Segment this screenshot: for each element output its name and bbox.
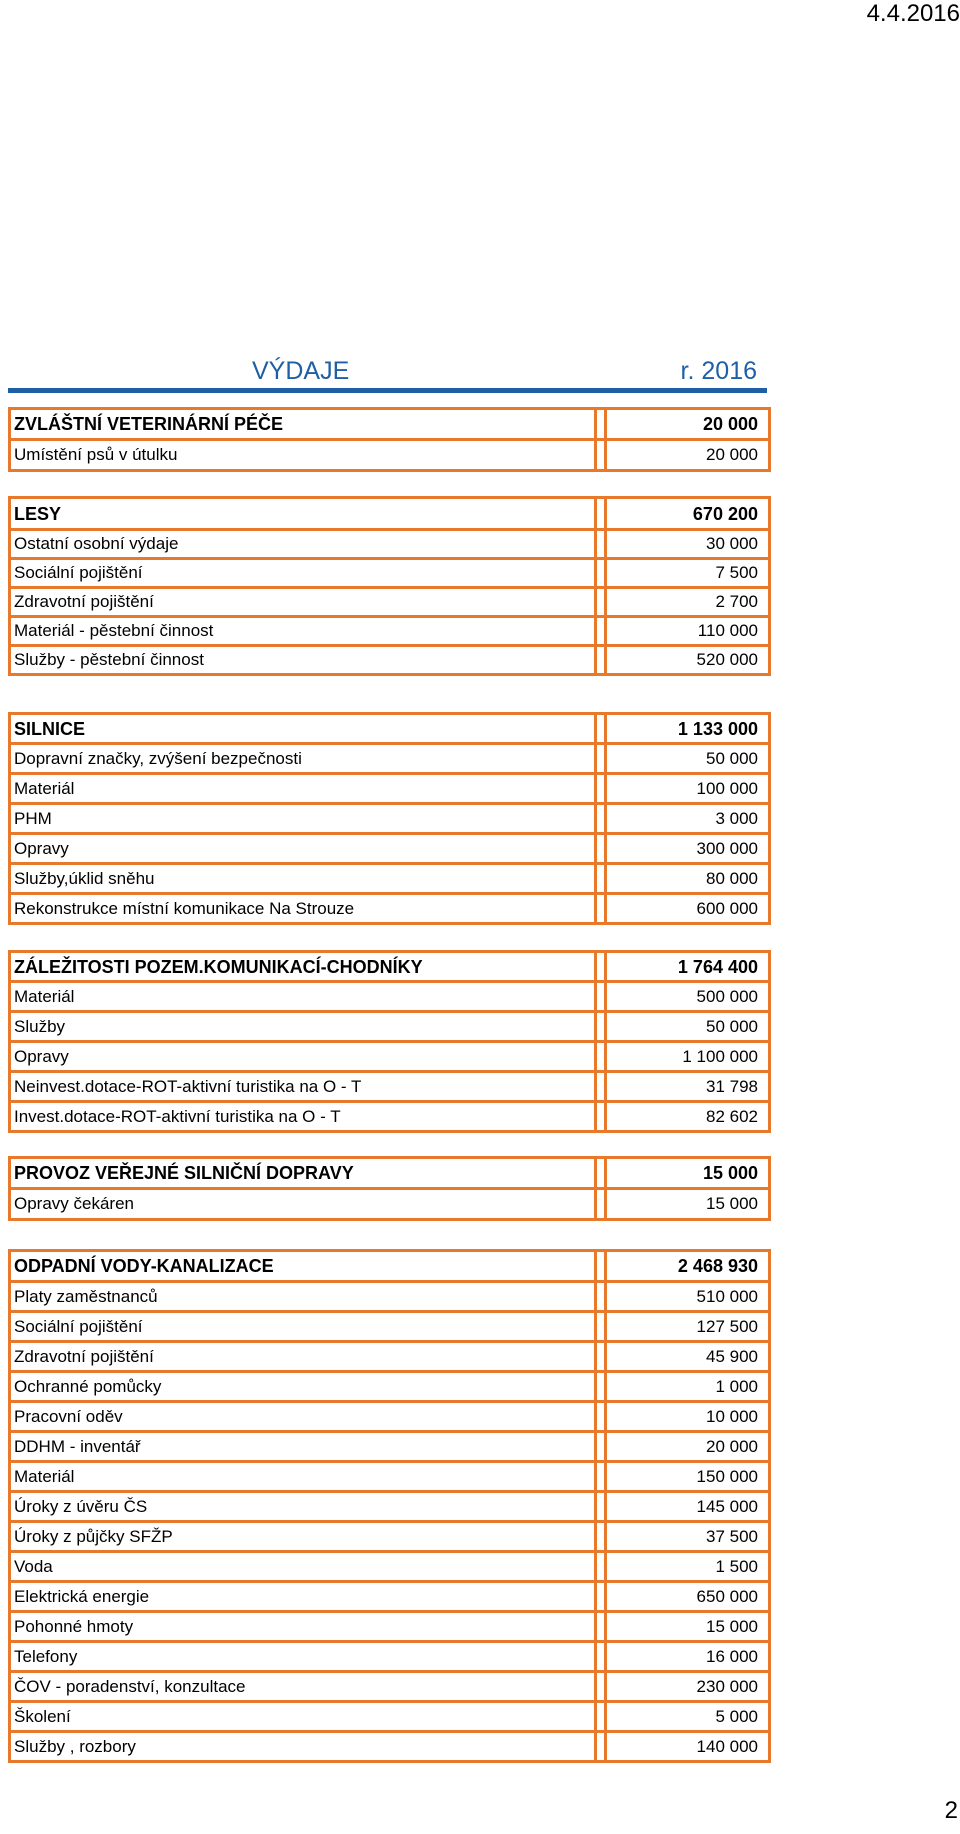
item-label: Služby (10, 1012, 596, 1042)
table-row (10, 1402, 770, 1432)
table-row (10, 834, 770, 864)
item-label: Úroky z půjčky SFŽP (10, 1522, 596, 1552)
section-header-row (10, 1158, 770, 1189)
section-name: PROVOZ VEŘEJNÉ SILNIČNÍ DOPRAVY (10, 1158, 596, 1189)
item-label: Elektrická energie (10, 1582, 596, 1612)
page-heading (8, 354, 767, 393)
section-total: 1 764 400 (606, 952, 770, 982)
section-name: LESY (10, 498, 596, 530)
section-header-row (10, 498, 770, 530)
item-label: Invest.dotace-ROT-aktivní turistika na O - T (10, 1102, 596, 1132)
item-label: PHM (10, 804, 596, 834)
item-label: ČOV - poradenství, konzultace (10, 1672, 596, 1702)
item-label: Materiál (10, 982, 596, 1012)
table-row (10, 588, 770, 617)
item-label: Materiál - pěstební činnost (10, 617, 596, 646)
table-row (10, 440, 770, 471)
item-value: 20 000 (606, 440, 770, 471)
item-value: 10 000 (606, 1402, 770, 1432)
table-row (10, 774, 770, 804)
table-row (10, 1012, 770, 1042)
item-value: 3 000 (606, 804, 770, 834)
item-value: 80 000 (606, 864, 770, 894)
table-row (10, 1732, 770, 1762)
item-label: Opravy čekáren (10, 1189, 596, 1220)
item-value: 31 798 (606, 1072, 770, 1102)
section-header-row (10, 1251, 770, 1282)
section-forests (8, 496, 768, 676)
section-name: ZVLÁŠTNÍ VETERINÁRNÍ PÉČE (10, 409, 596, 440)
table-row (10, 1042, 770, 1072)
item-value: 127 500 (606, 1312, 770, 1342)
item-label: Rekonstrukce místní komunikace Na Strouze (10, 894, 596, 924)
table-row (10, 1189, 770, 1220)
item-label: Umístění psů v útulku (10, 440, 596, 471)
item-value: 300 000 (606, 834, 770, 864)
item-value: 100 000 (606, 774, 770, 804)
table-row (10, 617, 770, 646)
table-row (10, 1612, 770, 1642)
item-label: Neinvest.dotace-ROT-aktivní turistika na O - T (10, 1072, 596, 1102)
item-value: 230 000 (606, 1672, 770, 1702)
document-date: 4.4.2016 (866, 0, 960, 27)
item-label: Zdravotní pojištění (10, 588, 596, 617)
table-row (10, 1372, 770, 1402)
item-value: 1 000 (606, 1372, 770, 1402)
item-value: 1 100 000 (606, 1042, 770, 1072)
item-value: 45 900 (606, 1342, 770, 1372)
table-row (10, 1342, 770, 1372)
table-row (10, 1522, 770, 1552)
heading-title: VÝDAJE (252, 357, 350, 385)
item-label: Voda (10, 1552, 596, 1582)
section-public-transport (8, 1156, 768, 1221)
table-row (10, 1672, 770, 1702)
item-value: 37 500 (606, 1522, 770, 1552)
item-label: DDHM - inventář (10, 1432, 596, 1462)
item-value: 2 700 (606, 588, 770, 617)
section-header-row (10, 409, 770, 440)
table-row (10, 1462, 770, 1492)
table-row (10, 1582, 770, 1612)
table-row (10, 1072, 770, 1102)
section-name: ODPADNÍ VODY-KANALIZACE (10, 1251, 596, 1282)
item-label: Zdravotní pojištění (10, 1342, 596, 1372)
section-total: 15 000 (606, 1158, 770, 1189)
item-label: Sociální pojištění (10, 559, 596, 588)
item-value: 30 000 (606, 530, 770, 559)
item-value: 510 000 (606, 1282, 770, 1312)
table-row (10, 1282, 770, 1312)
section-sewerage (8, 1249, 768, 1763)
item-value: 15 000 (606, 1189, 770, 1220)
item-label: Úroky z úvěru ČS (10, 1492, 596, 1522)
section-veterinary-care (8, 407, 768, 472)
item-value: 150 000 (606, 1462, 770, 1492)
section-total: 20 000 (606, 409, 770, 440)
table-row (10, 1552, 770, 1582)
item-value: 50 000 (606, 744, 770, 774)
item-label: Dopravní značky, zvýšení bezpečnosti (10, 744, 596, 774)
item-value: 1 500 (606, 1552, 770, 1582)
table-row (10, 864, 770, 894)
item-value: 520 000 (606, 646, 770, 675)
item-value: 7 500 (606, 559, 770, 588)
section-header-row (10, 952, 770, 982)
section-total: 670 200 (606, 498, 770, 530)
table-row (10, 559, 770, 588)
item-label: Sociální pojištění (10, 1312, 596, 1342)
item-label: Opravy (10, 1042, 596, 1072)
item-label: Ostatní osobní výdaje (10, 530, 596, 559)
item-value: 20 000 (606, 1432, 770, 1462)
table-row (10, 982, 770, 1012)
table-row (10, 1432, 770, 1462)
item-value: 500 000 (606, 982, 770, 1012)
section-header-row (10, 714, 770, 744)
section-name: SILNICE (10, 714, 596, 744)
item-value: 145 000 (606, 1492, 770, 1522)
item-label: Služby,úklid sněhu (10, 864, 596, 894)
table-row (10, 1312, 770, 1342)
item-label: Školení (10, 1702, 596, 1732)
item-label: Služby - pěstební činnost (10, 646, 596, 675)
item-label: Telefony (10, 1642, 596, 1672)
table-row (10, 1702, 770, 1732)
section-total: 2 468 930 (606, 1251, 770, 1282)
item-label: Materiál (10, 1462, 596, 1492)
item-label: Služby , rozbory (10, 1732, 596, 1762)
table-row (10, 1642, 770, 1672)
heading-year: r. 2016 (680, 357, 757, 385)
table-row (10, 1102, 770, 1132)
item-value: 650 000 (606, 1582, 770, 1612)
item-value: 140 000 (606, 1732, 770, 1762)
table-row (10, 744, 770, 774)
item-label: Pracovní oděv (10, 1402, 596, 1432)
item-label: Platy zaměstnanců (10, 1282, 596, 1312)
item-label: Materiál (10, 774, 596, 804)
item-value: 600 000 (606, 894, 770, 924)
item-value: 16 000 (606, 1642, 770, 1672)
item-value: 50 000 (606, 1012, 770, 1042)
table-row (10, 894, 770, 924)
section-total: 1 133 000 (606, 714, 770, 744)
table-row (10, 530, 770, 559)
item-value: 15 000 (606, 1612, 770, 1642)
item-value: 5 000 (606, 1702, 770, 1732)
section-walkways (8, 950, 768, 1133)
item-label: Pohonné hmoty (10, 1612, 596, 1642)
section-name: ZÁLEŽITOSTI POZEM.KOMUNIKACÍ-CHODNÍKY (10, 952, 596, 982)
item-value: 82 602 (606, 1102, 770, 1132)
section-roads (8, 712, 768, 925)
table-row (10, 804, 770, 834)
item-label: Ochranné pomůcky (10, 1372, 596, 1402)
table-row (10, 646, 770, 675)
item-label: Opravy (10, 834, 596, 864)
item-value: 110 000 (606, 617, 770, 646)
table-row (10, 1492, 770, 1522)
page-number: 2 (944, 1797, 958, 1824)
